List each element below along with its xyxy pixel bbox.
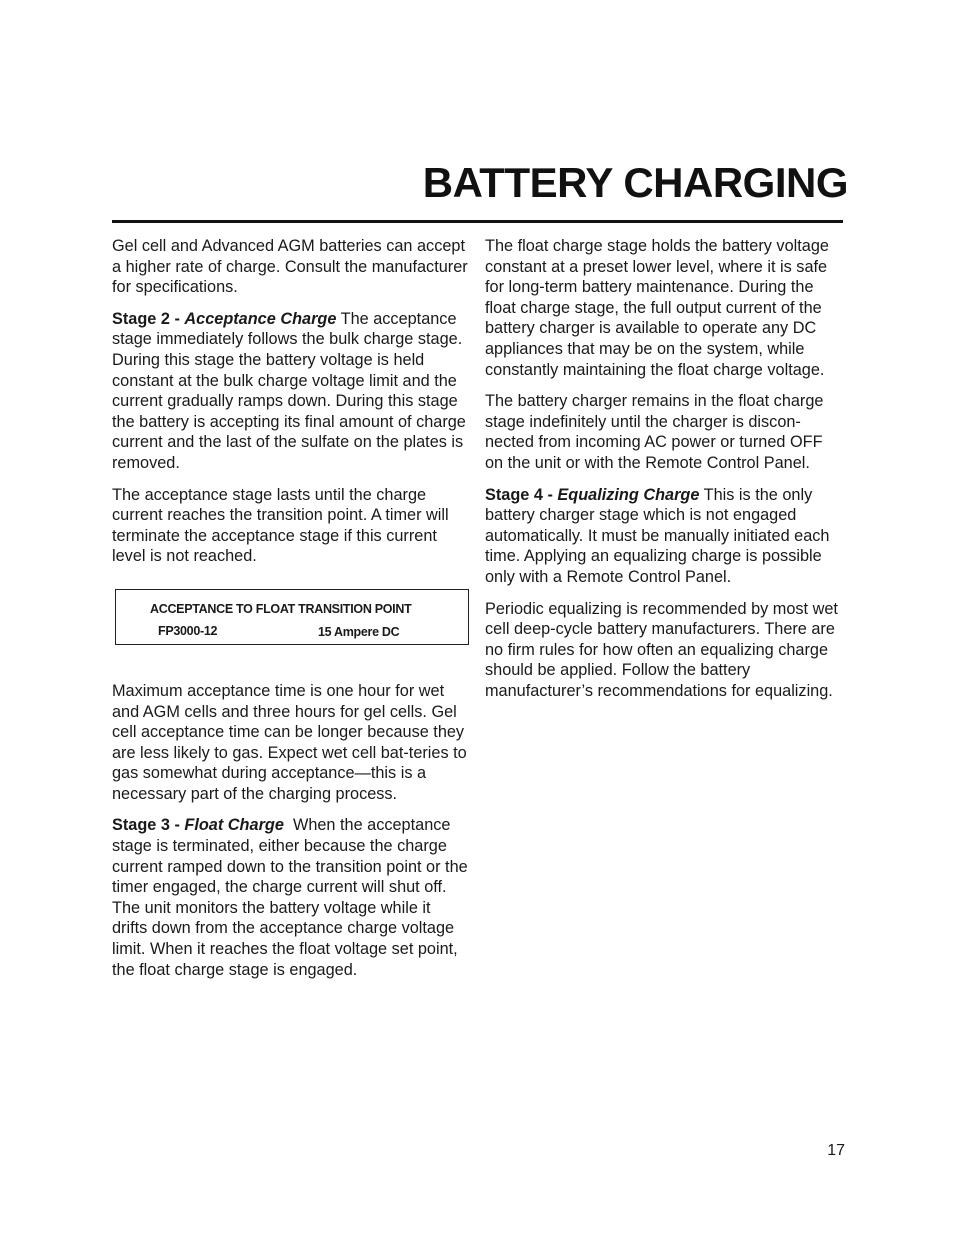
transition-point-box (115, 589, 469, 645)
title-rule (112, 220, 843, 223)
transition-point-value: 15 Ampere DC (318, 624, 400, 639)
transition-point-heading: ACCEPTANCE TO FLOAT TRANSITION POINT (150, 601, 412, 616)
stage-2-text: The acceptance stage immediately follows the bulk charge stage. During this stage the battery voltage is held constant at the bulk charge voltage limit and the current gradually ramps down. During this stage the battery is accepting its final amount of charge current and the last of the sulfate on the plates is removed. (112, 309, 466, 472)
paragraph-float-indefinite: The battery charger remains in the float charge stage indefinitely until the charger is discon-nected from incoming AC power or turned OFF on the unit or with the Remote Control Panel. (485, 392, 824, 472)
paragraph-max-acceptance-time: Maximum acceptance time is one hour for wet and AGM cells and three hours for gel cells. Gel cell acceptance time can be longer because they are less likely to gas. Expect wet cell bat-teries to gas somewhat during acceptance—this is a necessary part of the charging process. (112, 681, 467, 803)
paragraph-stage-2 (112, 309, 470, 474)
stage-2-name: Acceptance Charge (184, 309, 337, 328)
stage-2-label: Stage 2 - Acceptance Charge (112, 309, 337, 328)
transition-point-model: FP3000-12 (158, 623, 218, 638)
paragraph-stage-4 (485, 485, 845, 588)
page-number: 17 (827, 1142, 845, 1159)
stage-3-label: Stage 3 - Float Charge (112, 816, 284, 835)
left-column (112, 236, 473, 991)
stage-4-label: Stage 4 - Equalizing Charge (485, 485, 700, 504)
paragraph-periodic-equalizing: Periodic equalizing is recommended by most wet cell deep-cycle battery manufacturers. There are no firm rules for how often an equalizing charge should be applied. Follow the battery manufacturer’s recommendations for equalizing. (485, 599, 838, 700)
paragraph-acceptance-duration: The acceptance stage lasts until the charge current reaches the transition point. A timer will terminate the acceptance stage if this current level is not reached. (112, 485, 449, 566)
paragraph-gel-agm: Gel cell and Advanced AGM batteries can accept a higher rate of charge. Consult the manufacturer for specifications. (112, 237, 468, 297)
paragraph-stage-3 (112, 815, 473, 980)
right-column (485, 236, 845, 712)
page-title: BATTERY CHARGING (422, 159, 848, 206)
stage-3-text: When the acceptance stage is terminated, either because the charge current ramped down to the transition point or the timer engaged, the charge current will shut off. The unit monitors the battery voltage while it drifts down from the acceptance charge voltage limit. When it reaches the float voltage set point, the float charge stage is engaged. (112, 816, 473, 979)
stage-4-text: This is the only battery charger stage which is not engaged automatically. It must be manually initiated each time. Applying an equalizing charge is possible only with a Remote Control Panel. (485, 485, 830, 586)
paragraph-float-stage: The float charge stage holds the battery voltage constant at a preset lower level, where it is safe for long-term battery maintenance. During the float charge stage, the full output current of the battery charger is available to operate any DC appliances that may be on the system, while constantly maintaining the float charge voltage. (485, 237, 829, 379)
stage-4-name: Equalizing Charge (557, 485, 700, 504)
stage-3-name: Float Charge (184, 816, 284, 835)
